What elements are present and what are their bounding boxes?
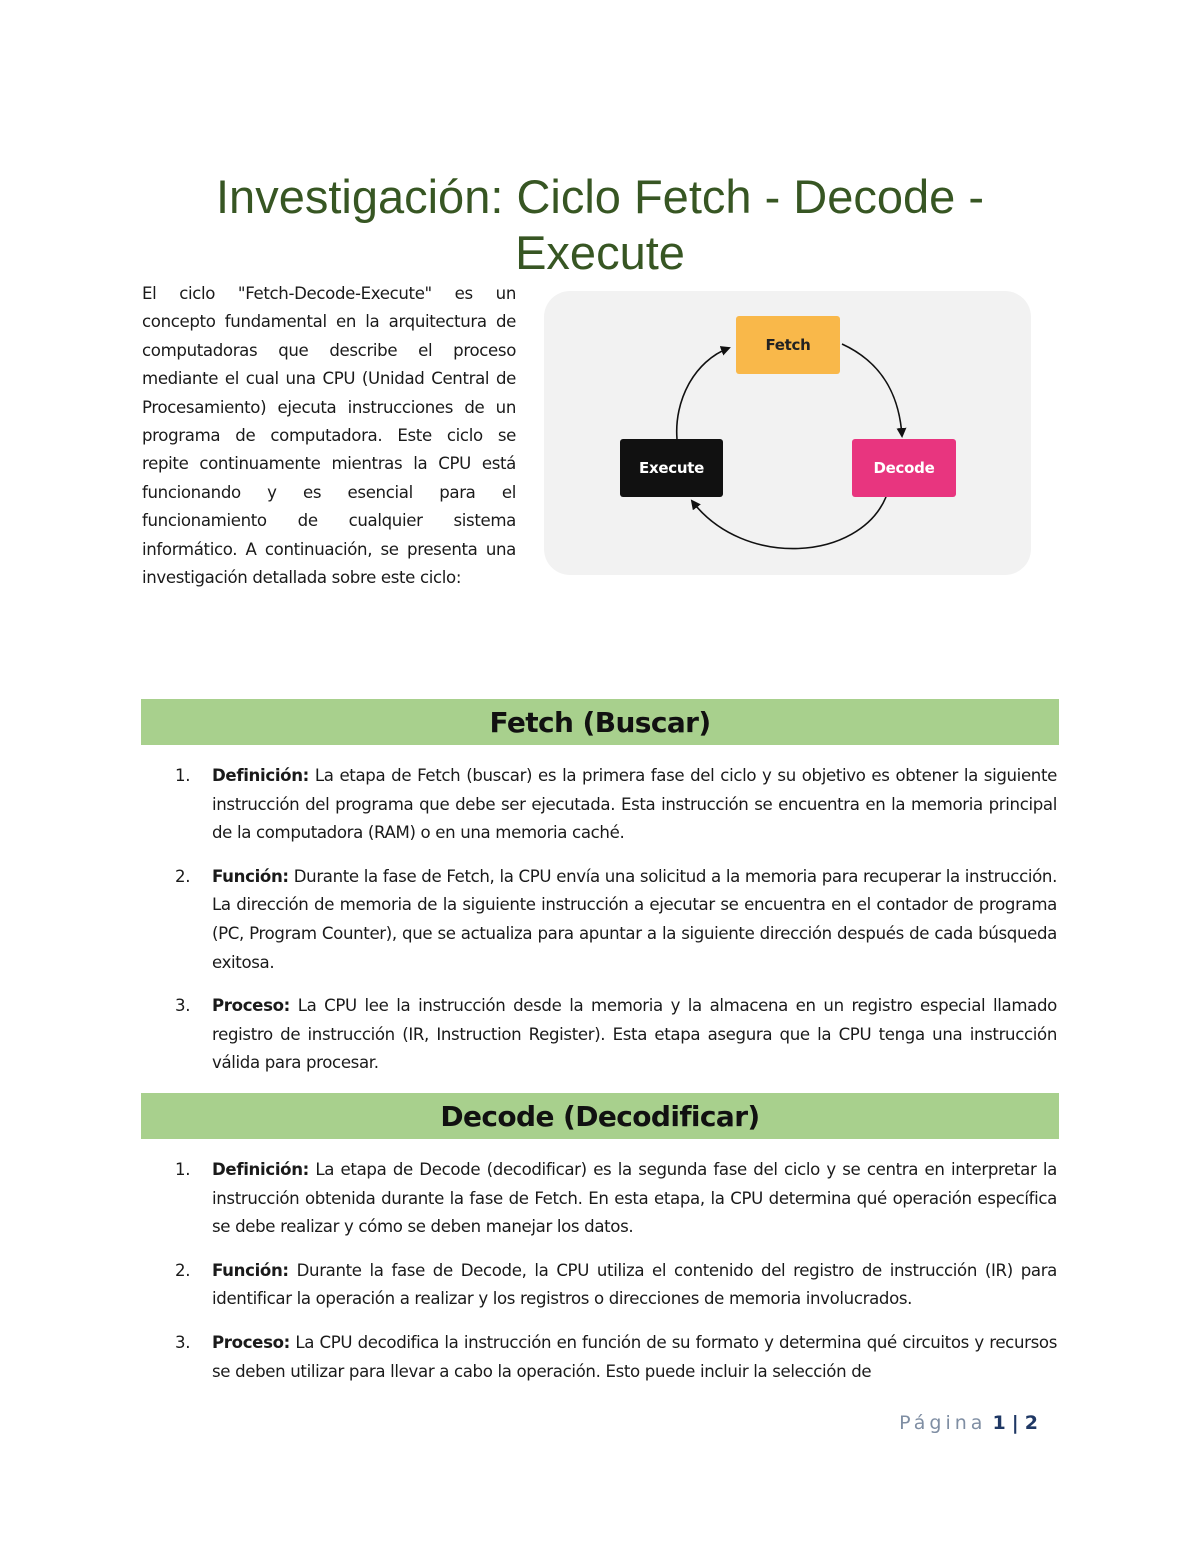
list-item bbox=[141, 1156, 1057, 1242]
list-item bbox=[141, 1329, 1057, 1386]
list-item bbox=[141, 863, 1057, 977]
item-label: Definición: bbox=[212, 766, 309, 785]
total-pages: 2 bbox=[1024, 1412, 1038, 1434]
item-text: La CPU lee la instrucción desde la memoria y la almacena en un registro especial llamado registro de instrucción (IR, Instruction Register). Esta etapa asegura que la CPU tenga una instrucción válida para procesar. bbox=[212, 996, 1057, 1073]
item-label: Proceso: bbox=[212, 996, 290, 1016]
arrow-execute-to-fetch bbox=[677, 348, 729, 439]
section-heading-fetch: Fetch (Buscar) bbox=[141, 699, 1059, 745]
decode-node: Decode bbox=[852, 439, 956, 497]
fetch-node: Fetch bbox=[736, 316, 840, 374]
list-number: 1. bbox=[175, 1160, 191, 1179]
list-number: 2. bbox=[175, 1260, 191, 1280]
intro-paragraph: El ciclo "Fetch-Decode-Execute" es un concepto fundamental en la arquitectura de computadoras que describe el proceso mediante el cual una CPU (Unidad Central de Procesamiento) ejecuta instrucciones de un programa de computadora. Este ciclo se repite continuamente mientras la CPU está funcionando y es esencial para el funcionamiento de cualquier sistema informático. A continuación, se presenta una investigación detallada sobre este ciclo: bbox=[142, 284, 516, 588]
arrow-decode-to-execute bbox=[692, 497, 886, 549]
item-text: La etapa de Decode (decodificar) es la segunda fase del ciclo y se centra en interpretar la instrucción obtenida durante la fase de Fetch. En esta etapa, la CPU determina qué operación específica se debe realizar y cómo se deben manejar los datos. bbox=[212, 1160, 1057, 1237]
page-label: Página bbox=[899, 1412, 987, 1434]
list-number: 1. bbox=[175, 766, 191, 785]
item-text: Durante la fase de Fetch, la CPU envía una solicitud a la memoria para recuperar la instrucción. La dirección de memoria de la siguiente instrucción a ejecutar se encuentra en el contador de programa (PC, Program Counter), que se actualiza para apuntar a la siguiente dirección después de cada búsqueda exitosa. bbox=[212, 866, 1057, 972]
item-text: La etapa de Fetch (buscar) es la primera fase del ciclo y su objetivo es obtener la siguiente instrucción del programa que debe ser ejecutada. Esta instrucción se encuentra en la memoria principal de la computadora (RAM) o en una memoria caché. bbox=[212, 766, 1057, 843]
item-text: La CPU decodifica la instrucción en función de su formato y determina qué circuitos y recursos se deben utilizar para llevar a cabo la operación. Esto puede incluir la selección de bbox=[212, 1332, 1057, 1381]
decode-list bbox=[141, 1156, 1057, 1401]
list-item bbox=[141, 762, 1057, 848]
fetch-list bbox=[141, 762, 1057, 1093]
page-footer bbox=[880, 1412, 1038, 1434]
item-label: Proceso: bbox=[212, 1332, 290, 1352]
list-item bbox=[141, 1257, 1057, 1314]
item-label: Definición: bbox=[212, 1160, 309, 1179]
item-text: Durante la fase de Decode, la CPU utiliza el contenido del registro de instrucción (IR) para identificar la operación a realizar y los registros o direcciones de memoria involucrados. bbox=[212, 1260, 1057, 1309]
item-label: Función: bbox=[212, 1260, 289, 1280]
execute-node: Execute bbox=[620, 439, 723, 497]
list-item bbox=[141, 992, 1057, 1078]
page-separator: | bbox=[1011, 1412, 1019, 1434]
list-number: 3. bbox=[175, 996, 191, 1016]
page-title: Investigación: Ciclo Fetch - Decode - Execute bbox=[216, 170, 984, 280]
list-number: 3. bbox=[175, 1332, 191, 1352]
current-page: 1 bbox=[992, 1412, 1006, 1434]
arrow-fetch-to-decode bbox=[842, 344, 902, 436]
fetch-decode-execute-diagram bbox=[544, 291, 1031, 575]
section-heading-decode: Decode (Decodificar) bbox=[141, 1093, 1059, 1139]
item-label: Función: bbox=[212, 866, 289, 886]
list-number: 2. bbox=[175, 866, 191, 886]
